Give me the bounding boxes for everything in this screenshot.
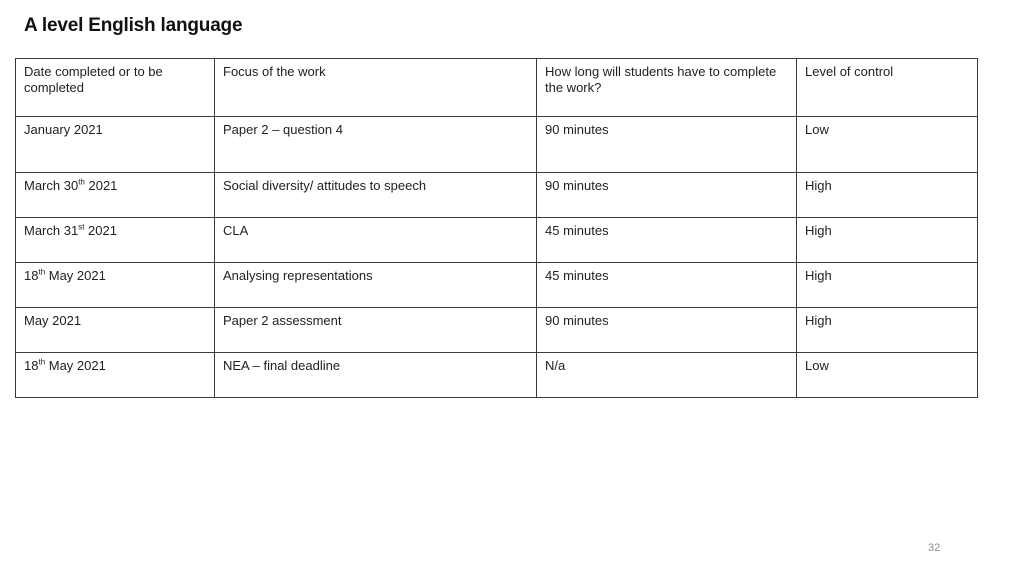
cell-date: May 2021: [16, 308, 215, 353]
table-row: [16, 308, 978, 353]
cell-control: High: [797, 263, 978, 308]
cell-duration: 45 minutes: [537, 263, 797, 308]
table-row: [16, 117, 978, 173]
header-duration: How long will students have to complete the work?: [537, 59, 797, 117]
cell-control: High: [797, 218, 978, 263]
cell-control: High: [797, 308, 978, 353]
cell-duration: 45 minutes: [537, 218, 797, 263]
cell-focus: Analysing representations: [215, 263, 537, 308]
table-row: [16, 173, 978, 218]
table-row: [16, 218, 978, 263]
cell-duration: 90 minutes: [537, 308, 797, 353]
cell-date: March 31st 2021: [16, 218, 215, 263]
cell-date: 18th May 2021: [16, 263, 215, 308]
table-header-row: [16, 59, 978, 117]
page-title: A level English language: [24, 15, 243, 36]
page-number: 32: [928, 542, 941, 554]
cell-focus: Paper 2 – question 4: [215, 117, 537, 173]
cell-date: March 30th 2021: [16, 173, 215, 218]
cell-focus: CLA: [215, 218, 537, 263]
header-focus: Focus of the work: [215, 59, 537, 117]
cell-date: January 2021: [16, 117, 215, 173]
cell-focus: Social diversity/ attitudes to speech: [215, 173, 537, 218]
cell-focus: NEA – final deadline: [215, 353, 537, 398]
cell-control: Low: [797, 117, 978, 173]
cell-control: High: [797, 173, 978, 218]
cell-duration: 90 minutes: [537, 117, 797, 173]
table-row: [16, 263, 978, 308]
table-row: [16, 353, 978, 398]
header-control: Level of control: [797, 59, 978, 117]
cell-duration: N/a: [537, 353, 797, 398]
header-date: Date completed or to be completed: [16, 59, 215, 117]
cell-control: Low: [797, 353, 978, 398]
schedule-table: [15, 58, 978, 398]
cell-duration: 90 minutes: [537, 173, 797, 218]
cell-focus: Paper 2 assessment: [215, 308, 537, 353]
cell-date: 18th May 2021: [16, 353, 215, 398]
